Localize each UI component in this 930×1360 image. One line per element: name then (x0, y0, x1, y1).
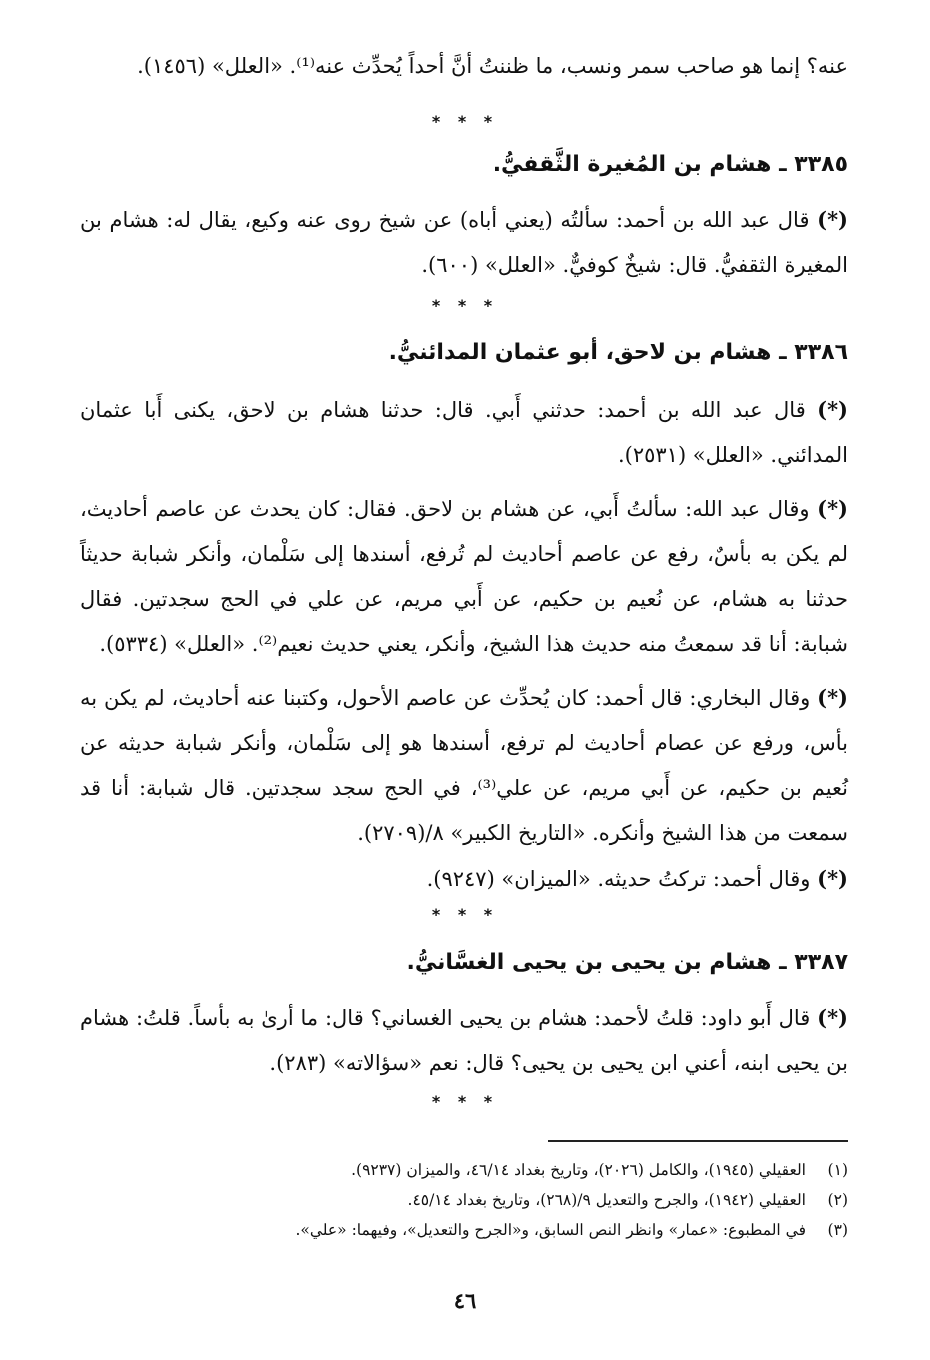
paragraph-marker: (*) (817, 1005, 848, 1030)
footnote-text: العقيلي (١٩٤٢)، والجرح والتعديل ٩/(٢٦٨)، وتاريخ بغداد ٤٥/١٤. (407, 1191, 806, 1209)
footnote-text: في المطبوع: «عمار» وانظر النص السابق، و«الجرح والتعديل»، وفيهما: «علي». (295, 1221, 806, 1239)
entry-paragraph (80, 675, 848, 856)
footnote-2 (80, 1186, 848, 1215)
separator-2: * * * (431, 296, 499, 315)
entry-paragraph (80, 387, 848, 478)
intro-paragraph (80, 44, 848, 89)
footnote-rule (548, 1140, 848, 1142)
entry-3386 (80, 333, 848, 902)
entry-heading: ٣٣٨٧ ـ هشام بن يحيى بن يحيى الغسَّانيُّ. (406, 950, 848, 975)
entry-heading: ٣٣٨٦ ـ هشام بن لاحق، أبو عثمان المدائنيُّ. (388, 340, 848, 365)
entry-3387 (80, 943, 848, 1086)
intro-text: عنه؟ إنما هو صاحب سمر ونسب، ما ظننتُ أنَّ أحداً يُحدِّث عنه⁽¹⁾. «العلل» (١٤٥٦). (137, 54, 848, 78)
footnote-3 (80, 1216, 848, 1245)
paragraph-text: وقال أحمد: تركتُ حديثه. «الميزان» (٩٢٤٧). (426, 867, 811, 891)
paragraph-text: قال أَبو داود: قلتُ لأحمد: هشام بن يحيى الغساني؟ قال: ما أرىٰ به بأساً. قلتُ: هشام بن يحيى ابنه، أعني ابن يحيى بن يحيى؟ قال: نعم «سؤالاته» (٢٨٣). (80, 1006, 848, 1075)
paragraph-text: قال عبد الله بن أحمد: سألتُه (يعني أباه) عن شيخ روى عنه وكيع، يقال له: هشام بن المغيرة الثقفيُّ. قال: شيخٌ كوفيٌّ. «العلل» (٦٠٠). (80, 208, 848, 277)
paragraph-text: قال عبد الله بن أحمد: حدثني أَبي. قال: حدثنا هشام بن لاحق، يكنى أَبا عثمان المدائني. «العلل» (٢٥٣١). (80, 398, 848, 467)
paragraph-text: وقال عبد الله: سألتُ أَبي، عن هشام بن لاحق. فقال: كان يحدث عن عاصم أحاديث، لم يكن به بأسٌ، رفع عن عاصم أحاديث لم تُرفع، أسندها إلى سَلْمان، وأنكر شبابة حديثاً حدثنا به هشام، عن نُعيم بن حكيم، عن أَبي مريم، عن علي في الحج سجدتين. فقال شبابة: أنا قد سمعتُ منه حديث هذا الشيخ، وأنكر، يعني حديث نعيم⁽²⁾. «العلل» (٥٣٣٤). (80, 497, 848, 656)
paragraph-marker: (*) (817, 866, 848, 891)
paragraph-text: وقال البخاري: قال أحمد: كان يُحدِّث عن عاصم الأحول، وكتبنا عنه أحاديث، لم يكن به بأس، ورفع عن عصام أحاديث لم ترفع، أسندها هو إلى سَلْمان، وأنكر شبابة حديثه عن نُعيم بن حكيم، عن أَبي مريم، عن علي⁽³⁾، في الحج سجد سجدتين. قال شبابة: أنا قد سمعت من هذا الشيخ وأنكره. «التاريخ الكبير» ٨/(٢٧٠٩). (80, 686, 849, 845)
entry-heading: ٣٣٨٥ ـ هشام بن المُغيرة الثَّقفيُّ. (492, 152, 848, 177)
footnote-text: العقيلي (١٩٤٥)، والكامل (٢٠٢٦)، وتاريخ بغداد ٤٦/١٤، والميزان (٩٢٣٧). (351, 1161, 806, 1179)
entry-paragraph (80, 486, 848, 667)
paragraph-marker: (*) (817, 496, 848, 521)
separator-1: * * * (431, 112, 499, 131)
footnote-number: (٣) (827, 1221, 848, 1239)
paragraph-marker: (*) (817, 397, 848, 422)
entry-paragraph (80, 856, 848, 902)
footnote-number: (٢) (827, 1191, 848, 1209)
footnote-1 (80, 1156, 848, 1185)
paragraph-marker: (*) (817, 207, 848, 232)
separator-4: * * * (431, 1092, 499, 1111)
page-number: ٤٦ (453, 1288, 477, 1313)
separator-3: * * * (431, 905, 499, 924)
paragraph-marker: (*) (817, 685, 848, 710)
entry-paragraph (80, 197, 848, 288)
footnote-number: (١) (827, 1161, 848, 1179)
entry-paragraph (80, 995, 848, 1086)
entry-3385 (80, 145, 848, 288)
